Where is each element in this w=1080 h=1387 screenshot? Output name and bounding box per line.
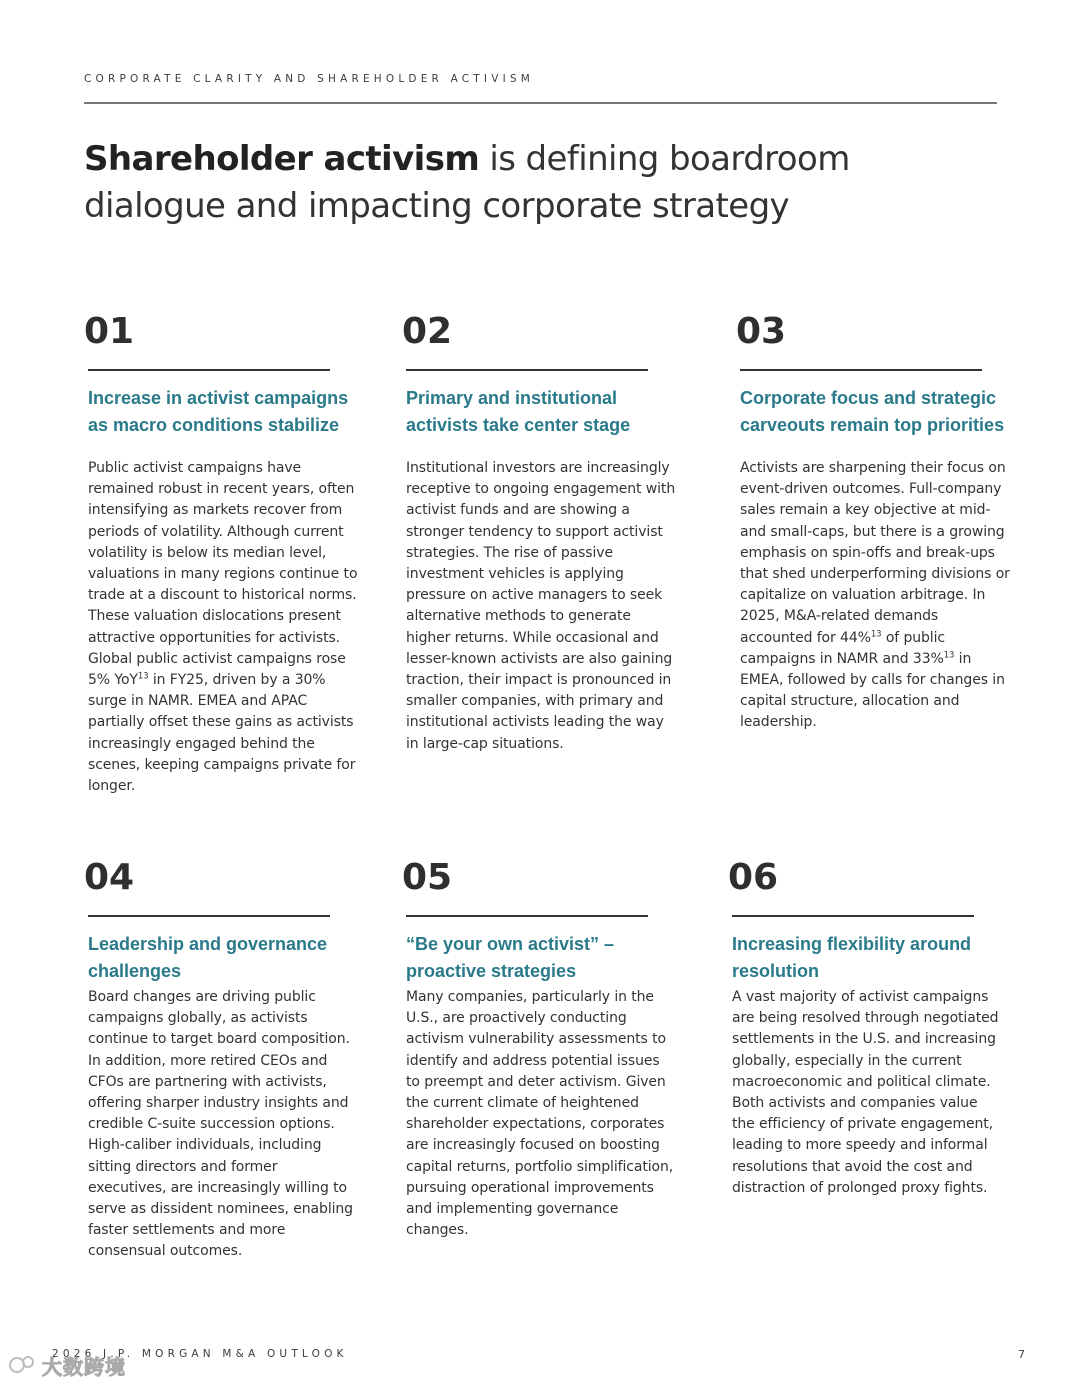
card-divider (732, 915, 974, 917)
card-03 (736, 311, 1010, 734)
card-number: 04 (84, 857, 135, 898)
card-02 (402, 311, 676, 755)
card-body (88, 458, 358, 797)
card-divider (740, 369, 982, 371)
card-01 (84, 311, 358, 797)
card-number: 02 (402, 311, 453, 352)
card-04 (84, 857, 358, 1263)
watermark-mark-icon (8, 1352, 38, 1378)
card-heading: Primary and institutional activists take center stage (406, 388, 631, 435)
card-divider (88, 915, 330, 917)
card-heading: Increasing flexibility around resolution (732, 934, 972, 981)
title-rest: is defining boardroom (479, 139, 850, 179)
card-body: Institutional investors are increasingly receptive to ongoing engagement with activist funds and are showing a stronger tendency to support activist strategies. The rise of passive investment vehicles is applying pressure on active managers to seek alternative methods to generate higher returns. While occasional and lesser-known activists are also gaining traction, their impact is pronounced in smaller companies, with primary and institutional activists leading the way in large-cap situations. (406, 460, 676, 752)
card-05 (402, 857, 676, 1241)
card-body-text: of public campaigns in NAMR and 33% (740, 629, 945, 667)
footnote-ref: 13 (137, 671, 149, 682)
page-number: 7 (1018, 1348, 1025, 1361)
title-line2: dialogue and impacting corporate strategy (84, 186, 790, 226)
footer-publication: 2026 J.P. MORGAN M&A OUTLOOK (52, 1348, 348, 1360)
card-body: Many companies, particularly in the U.S., are proactively conducting activism vulnerability assessments to identify and address potential issues to preempt and deter activism. Given the current climate of heightened shareholder expectations, corporates are increasingly focused on boosting capital returns, portfolio simplification, pursuing operational improvements and implementing governance changes. (406, 989, 674, 1239)
header-divider (84, 102, 997, 104)
card-body: A vast majority of activist campaigns are being resolved through negotiated settlements in the U.S. and increasing globally, especially in the current macroeconomic and political climate. Both activists and companies value the efficiency of private engagement, leading to more speedy and informal resolutions that avoid the cost and distraction of prolonged proxy fights. (732, 989, 999, 1196)
card-number: 01 (84, 311, 135, 352)
card-body-text: Public activist campaigns have remained robust in recent years, often intensifying as markets recover from periods of volatility. Although current volatility is below its median level, valuations in many regions continue to trade at a discount to historical norms. These valuation dislocations present attractive opportunities for activists. Global public activist campaigns rose 5% YoY (88, 460, 358, 689)
card-number: 06 (728, 857, 779, 898)
card-06 (728, 857, 1002, 1199)
footnote-ref: 13 (870, 628, 882, 639)
card-divider (406, 369, 648, 371)
card-divider (88, 369, 330, 371)
card-body-text: in EMEA, followed by calls for changes in capital structure, allocation and leadership. (740, 650, 1005, 731)
title-strong: Shareholder activism (84, 139, 480, 179)
card-heading: Corporate focus and strategic carveouts remain top priorities (740, 388, 1005, 435)
card-number: 03 (736, 311, 787, 352)
footnote-ref: 13 (943, 650, 955, 661)
card-body (740, 458, 1010, 734)
watermark-logo (8, 1348, 158, 1382)
card-divider (406, 915, 648, 917)
card-heading: “Be your own activist” – proactive strategies (406, 934, 615, 981)
card-number: 05 (402, 857, 453, 898)
running-head: CORPORATE CLARITY AND SHAREHOLDER ACTIVISM (84, 73, 535, 85)
card-heading: Increase in activist campaigns as macro conditions stabilize (88, 388, 349, 435)
page-title (84, 136, 984, 230)
card-body-text: Activists are sharpening their focus on event-driven outcomes. Full-company sales remain a key objective at mid- and small-caps, but there is a growing emphasis on spin-offs and break-ups that shed underperforming divisions or capitalize on valuation arbitrage. In 2025, M&A-related demands accounted for 44% (740, 460, 1010, 646)
card-heading: Leadership and governance challenges (88, 934, 328, 981)
watermark-text: 大数跨境 (42, 1354, 126, 1379)
card-body-text: in FY25, driven by a 30% surge in NAMR. EMEA and APAC partially offset these gains as activists increasingly engaged behind the scenes, keeping campaigns private for longer. (88, 672, 356, 795)
card-body: Board changes are driving public campaigns globally, as activists continue to target board composition. In addition, more retired CEOs and CFOs are partnering with activists, offering sharper industry insights and credible C-suite succession options. High-caliber individuals, including sitting directors and former executives, are increasingly willing to serve as dissident nominees, enabling faster settlements and more consensual outcomes. (88, 989, 353, 1260)
